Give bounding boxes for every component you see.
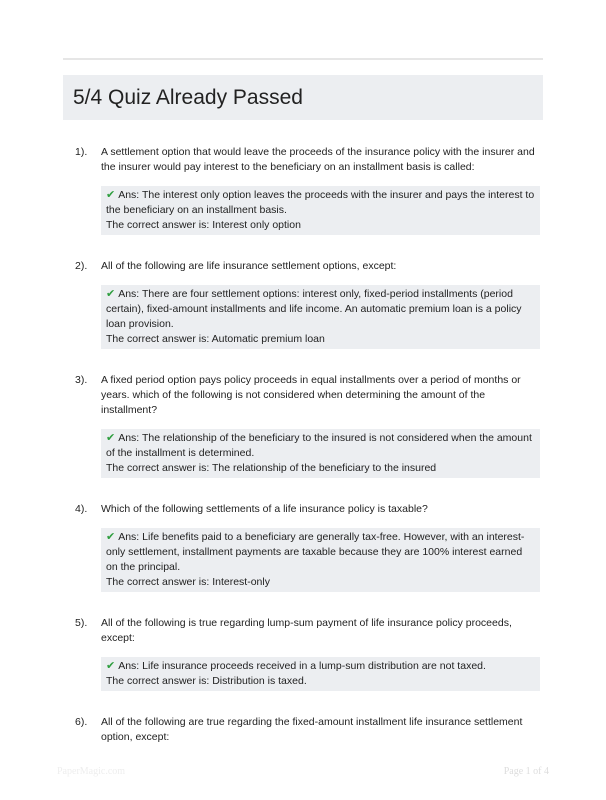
question-number: 4).	[75, 503, 88, 515]
top-divider	[63, 58, 543, 60]
answer-explanation: Ans: The interest only option leaves the proceeds with the insurer and pays the interest to the beneficiary on an installment basis.	[106, 189, 535, 216]
question-text: All of the following are true regarding the fixed-amount installment life insurance settlement option, except:	[101, 716, 523, 743]
answer-explanation: Ans: Life benefits paid to a beneficiary are generally tax-free. However, with an interest-only settlement, installment payments are taxable because they are 100% interest earned on the principal.	[106, 531, 525, 573]
question-number: 5).	[75, 617, 88, 629]
correct-answer: The correct answer is: Interest only option	[106, 219, 301, 231]
checkmark-icon: ✔	[106, 432, 116, 444]
question-item	[75, 502, 540, 592]
question-list	[75, 145, 540, 769]
checkmark-icon: ✔	[106, 288, 116, 300]
question-item	[75, 616, 540, 691]
correct-answer: The correct answer is: The relationship of the beneficiary to the insured	[106, 462, 437, 474]
question-item	[75, 145, 540, 235]
checkmark-icon: ✔	[106, 531, 116, 543]
checkmark-icon: ✔	[106, 189, 116, 201]
question-number: 2).	[75, 260, 88, 272]
question-item	[75, 259, 540, 349]
correct-answer: The correct answer is: Distribution is taxed.	[106, 675, 307, 687]
footer-page-number: Page 1 of 4	[503, 766, 549, 777]
question-number: 6).	[75, 716, 88, 728]
question-text: Which of the following settlements of a life insurance policy is taxable?	[101, 503, 428, 515]
title-bar	[63, 75, 543, 120]
question-text: All of the following are life insurance settlement options, except:	[101, 260, 397, 272]
question-text: A fixed period option pays policy proceeds in equal installments over a period of months or years. which of the following is not considered when determining the amount of the installment?	[101, 374, 521, 416]
question-item	[75, 373, 540, 478]
question-text: A settlement option that would leave the proceeds of the insurance policy with the insurer and the insurer would pay interest to the beneficiary on an installment basis is called:	[101, 146, 535, 173]
answer-box	[101, 285, 540, 349]
question-text: All of the following is true regarding lump-sum payment of life insurance policy proceeds, except:	[101, 617, 512, 644]
footer-site-watermark: PaperMagic.com	[57, 766, 126, 777]
question-item	[75, 715, 540, 745]
answer-box	[101, 528, 540, 592]
answer-explanation: Ans: The relationship of the beneficiary to the insured is not considered when the amount of the installment is determined.	[106, 432, 532, 459]
correct-answer: The correct answer is: Interest-only	[106, 576, 270, 588]
answer-explanation: Ans: There are four settlement options: interest only, fixed-period installments (period certain), fixed-amount installments and life income. An automatic premium loan is a policy loan provision.	[106, 288, 522, 330]
answer-box	[101, 429, 540, 478]
answer-box	[101, 186, 540, 235]
correct-answer: The correct answer is: Automatic premium loan	[106, 333, 325, 345]
checkmark-icon: ✔	[106, 660, 116, 672]
answer-box	[101, 657, 540, 691]
answer-explanation: Ans: Life insurance proceeds received in a lump-sum distribution are not taxed.	[118, 660, 486, 672]
question-number: 3).	[75, 374, 88, 386]
page-title: 5/4 Quiz Already Passed	[73, 85, 303, 109]
question-number: 1).	[75, 146, 88, 158]
